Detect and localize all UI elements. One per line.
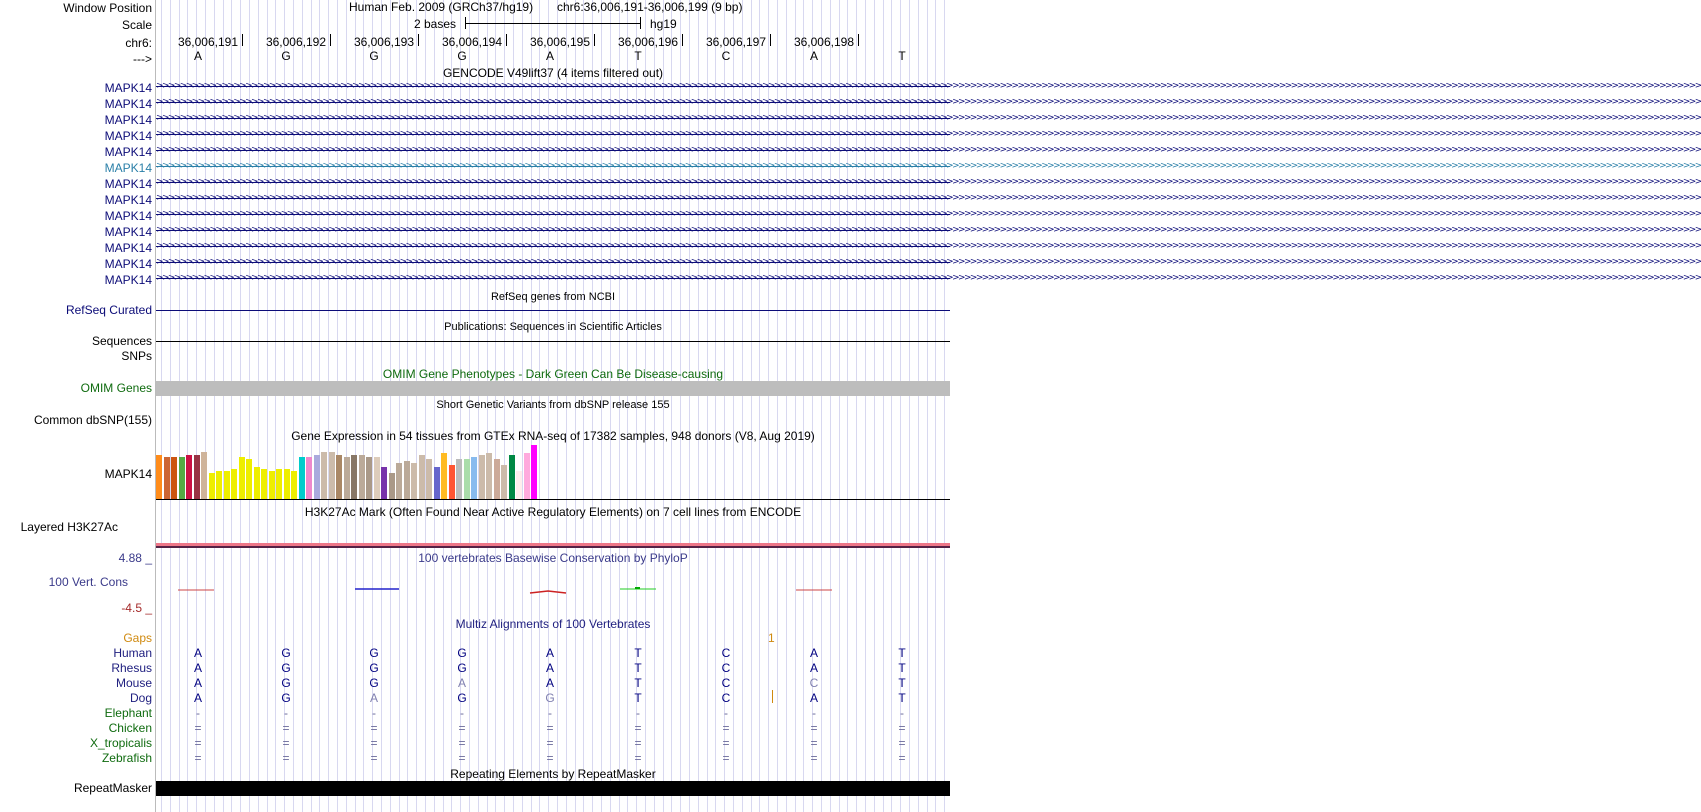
aligned-base: G bbox=[369, 646, 379, 660]
gene-model[interactable] bbox=[156, 176, 1701, 190]
strand-arrows: >>>>>>>>>>>>>>>>>>>>>>>>>>>>>>>>>>>>>>>>>>>>>>>>>>>>>>>>>>>>>>>>>>>>>>>>>>>>>>>>>>>>>>>>>>>>>>>>>>>>>>>>>>>>>>>>>>>>>>>>>>>>>>>>>>>>>>>>>>>>>>>>>>>>>>>>>>>>>>>>>>>>>>>>>>>>>>>>>>>>>>>>>>>>>>>>>>>>>>>>>>>>>>>>>>>>>>>>>>>>>>>>>>>>>>>>>>>>>>>>>>>>>>>>>>>>>>>>>>>> bbox=[156, 193, 1701, 203]
gtex-tissue-bar[interactable] bbox=[224, 471, 230, 499]
aligned-base: = bbox=[722, 721, 730, 735]
gtex-tissue-bar[interactable] bbox=[186, 455, 192, 499]
cons-min-label: -4.5 _ bbox=[121, 601, 152, 615]
aligned-base: = bbox=[810, 751, 818, 765]
h3k27ac-signal-dark[interactable] bbox=[156, 546, 950, 548]
aligned-base: = bbox=[546, 721, 554, 735]
gtex-tissue-bar[interactable] bbox=[261, 469, 267, 499]
cons-label[interactable]: 100 Vert. Cons bbox=[48, 575, 128, 589]
aligned-base: = bbox=[370, 721, 378, 735]
h3k27ac-title: H3K27Ac Mark (Often Found Near Active Regulatory Elements) on 7 cell lines from ENCODE bbox=[304, 505, 802, 519]
gtex-tissue-bar[interactable] bbox=[306, 457, 312, 499]
dbsnp-label[interactable]: Common dbSNP(155) bbox=[33, 413, 152, 427]
species-label[interactable]: Dog bbox=[129, 691, 152, 705]
aligned-base: = bbox=[282, 721, 290, 735]
aligned-base: = bbox=[634, 751, 642, 765]
gtex-tissue-bar[interactable] bbox=[314, 455, 320, 499]
gtex-tissue-bar[interactable] bbox=[456, 459, 462, 499]
gene-model[interactable] bbox=[156, 160, 1701, 174]
gtex-tissue-bar[interactable] bbox=[471, 457, 477, 499]
refseq-gene-line[interactable] bbox=[156, 310, 950, 311]
aligned-base: T bbox=[634, 676, 642, 690]
species-label[interactable]: Chicken bbox=[108, 721, 152, 735]
aligned-base: = bbox=[194, 751, 202, 765]
scale-db: hg19 bbox=[650, 17, 677, 31]
gtex-tissue-bar[interactable] bbox=[329, 452, 335, 499]
gtex-tissue-bar[interactable] bbox=[321, 452, 327, 499]
repeat-title: Repeating Elements by RepeatMasker bbox=[450, 767, 656, 781]
gtex-tissue-bar[interactable] bbox=[366, 457, 372, 499]
gtex-tissue-bar[interactable] bbox=[509, 455, 515, 499]
strand-label: ---> bbox=[133, 52, 152, 66]
aligned-base: T bbox=[898, 646, 906, 660]
gene-model[interactable] bbox=[156, 80, 1701, 94]
omim-label[interactable]: OMIM Genes bbox=[80, 381, 152, 395]
aligned-base: A bbox=[193, 691, 202, 705]
aligned-base: A bbox=[545, 646, 554, 660]
gtex-tissue-bar[interactable] bbox=[209, 473, 215, 499]
pubs-title: Publications: Sequences in Scientific Articles bbox=[444, 321, 662, 333]
aligned-base: A bbox=[545, 676, 554, 690]
species-label[interactable]: Human bbox=[113, 646, 152, 660]
gtex-tissue-bar[interactable] bbox=[239, 457, 245, 499]
gtex-tissue-bar[interactable] bbox=[374, 457, 380, 499]
gene-model[interactable] bbox=[156, 96, 1701, 110]
aligned-base: C bbox=[721, 661, 731, 675]
gtex-tissue-bar[interactable] bbox=[419, 455, 425, 499]
aligned-base: = bbox=[722, 736, 730, 750]
gene-model[interactable] bbox=[156, 208, 1701, 222]
aligned-base: - bbox=[548, 706, 552, 720]
gtex-gene-label[interactable]: MAPK14 bbox=[104, 467, 152, 481]
gene-label[interactable]: MAPK14 bbox=[104, 193, 152, 207]
aligned-base: G bbox=[281, 676, 291, 690]
aligned-base: T bbox=[898, 691, 906, 705]
gene-label[interactable]: MAPK14 bbox=[104, 241, 152, 255]
aligned-base: A bbox=[369, 691, 378, 705]
window-position-label: Window Position bbox=[63, 1, 152, 15]
sequences-line[interactable] bbox=[156, 341, 950, 342]
gtex-tissue-bar[interactable] bbox=[246, 459, 252, 499]
aligned-base: G bbox=[457, 691, 467, 705]
aligned-base: = bbox=[458, 736, 466, 750]
aligned-base: = bbox=[282, 751, 290, 765]
gene-model[interactable] bbox=[156, 240, 1701, 254]
aligned-base: A bbox=[457, 676, 466, 690]
assembly-text: Human Feb. 2009 (GRCh37/hg19) bbox=[349, 0, 534, 14]
gtex-tissue-bar[interactable] bbox=[501, 465, 507, 499]
aligned-base: A bbox=[193, 676, 202, 690]
gene-label[interactable]: MAPK14 bbox=[104, 97, 152, 111]
ruler-tick bbox=[594, 34, 595, 46]
reference-base[interactable]: T bbox=[898, 49, 906, 63]
aligned-base: = bbox=[810, 721, 818, 735]
gtex-tissue-bar[interactable] bbox=[254, 467, 260, 499]
dbsnp-title: Short Genetic Variants from dbSNP release 155 bbox=[436, 399, 670, 411]
ruler-coord: 36,006,194 bbox=[441, 35, 502, 49]
ruler-coord: 36,006,198 bbox=[793, 35, 854, 49]
gtex-tissue-bar[interactable] bbox=[486, 453, 492, 499]
gaps-value: 1 bbox=[768, 631, 775, 645]
aligned-base: T bbox=[634, 691, 642, 705]
aligned-base: A bbox=[193, 661, 202, 675]
omim-bar[interactable] bbox=[156, 381, 950, 396]
aligned-base: G bbox=[457, 646, 467, 660]
refseq-label[interactable]: RefSeq Curated bbox=[65, 303, 152, 317]
gtex-tissue-bar[interactable] bbox=[201, 452, 207, 499]
scale-label: Scale bbox=[121, 18, 152, 32]
species-label[interactable]: X_tropicalis bbox=[89, 736, 152, 750]
gtex-tissue-bar[interactable] bbox=[231, 469, 237, 499]
strand-arrows: >>>>>>>>>>>>>>>>>>>>>>>>>>>>>>>>>>>>>>>>>>>>>>>>>>>>>>>>>>>>>>>>>>>>>>>>>>>>>>>>>>>>>>>>>>>>>>>>>>>>>>>>>>>>>>>>>>>>>>>>>>>>>>>>>>>>>>>>>>>>>>>>>>>>>>>>>>>>>>>>>>>>>>>>>>>>>>>>>>>>>>>>>>>>>>>>>>>>>>>>>>>>>>>>>>>>>>>>>>>>>>>>>>>>>>>>>>>>>>>>>>>>>>>>>>>>>>>>>>>> bbox=[156, 209, 1701, 219]
gtex-tissue-bar[interactable] bbox=[494, 459, 500, 499]
gtex-tissue-bar[interactable] bbox=[269, 471, 275, 499]
gtex-tissue-bar[interactable] bbox=[411, 463, 417, 499]
aligned-base: - bbox=[900, 706, 904, 720]
aligned-base: A bbox=[545, 661, 554, 675]
gtex-tissue-bar[interactable] bbox=[336, 455, 342, 499]
species-label[interactable]: Elephant bbox=[104, 706, 152, 720]
aligned-base: - bbox=[196, 706, 200, 720]
gene-label[interactable]: MAPK14 bbox=[104, 161, 152, 175]
gene-label[interactable]: MAPK14 bbox=[104, 145, 152, 159]
gene-label[interactable]: MAPK14 bbox=[104, 225, 152, 239]
ruler-coord: 36,006,192 bbox=[265, 35, 326, 49]
reference-base[interactable]: A bbox=[809, 49, 818, 63]
ruler-coord: 36,006,197 bbox=[705, 35, 766, 49]
aligned-base: = bbox=[898, 736, 906, 750]
gaps-label: Gaps bbox=[123, 631, 152, 645]
cons-mark-3 bbox=[530, 591, 566, 593]
reference-base[interactable]: A bbox=[193, 49, 202, 63]
gtex-tissue-bar[interactable] bbox=[441, 453, 447, 499]
gtex-tissue-bar[interactable] bbox=[524, 453, 530, 499]
cons-plot[interactable] bbox=[156, 575, 950, 605]
aligned-base: T bbox=[898, 676, 906, 690]
gtex-title: Gene Expression in 54 tissues from GTEx RNA-seq of 17382 samples, 948 donors (V8, Aug 2019) bbox=[291, 429, 815, 443]
aligned-base: C bbox=[721, 646, 731, 660]
scale-bar-right bbox=[640, 17, 641, 29]
gene-model[interactable] bbox=[156, 112, 1701, 126]
strand-arrows: >>>>>>>>>>>>>>>>>>>>>>>>>>>>>>>>>>>>>>>>>>>>>>>>>>>>>>>>>>>>>>>>>>>>>>>>>>>>>>>>>>>>>>>>>>>>>>>>>>>>>>>>>>>>>>>>>>>>>>>>>>>>>>>>>>>>>>>>>>>>>>>>>>>>>>>>>>>>>>>>>>>>>>>>>>>>>>>>>>>>>>>>>>>>>>>>>>>>>>>>>>>>>>>>>>>>>>>>>>>>>>>>>>>>>>>>>>>>>>>>>>>>>>>>>>>>>>>>>>>> bbox=[156, 97, 1701, 107]
strand-arrows: >>>>>>>>>>>>>>>>>>>>>>>>>>>>>>>>>>>>>>>>>>>>>>>>>>>>>>>>>>>>>>>>>>>>>>>>>>>>>>>>>>>>>>>>>>>>>>>>>>>>>>>>>>>>>>>>>>>>>>>>>>>>>>>>>>>>>>>>>>>>>>>>>>>>>>>>>>>>>>>>>>>>>>>>>>>>>>>>>>>>>>>>>>>>>>>>>>>>>>>>>>>>>>>>>>>>>>>>>>>>>>>>>>>>>>>>>>>>>>>>>>>>>>>>>>>>>>>>>>>> bbox=[156, 129, 1701, 139]
aligned-base: G bbox=[369, 676, 379, 690]
gtex-tissue-bar[interactable] bbox=[381, 467, 387, 499]
gtex-bar-chart[interactable] bbox=[156, 443, 950, 499]
aligned-base: = bbox=[810, 736, 818, 750]
aligned-base: A bbox=[809, 691, 818, 705]
gtex-tissue-bar[interactable] bbox=[351, 455, 357, 499]
aligned-base: T bbox=[898, 661, 906, 675]
gene-label[interactable]: MAPK14 bbox=[104, 273, 152, 287]
strand-arrows: >>>>>>>>>>>>>>>>>>>>>>>>>>>>>>>>>>>>>>>>>>>>>>>>>>>>>>>>>>>>>>>>>>>>>>>>>>>>>>>>>>>>>>>>>>>>>>>>>>>>>>>>>>>>>>>>>>>>>>>>>>>>>>>>>>>>>>>>>>>>>>>>>>>>>>>>>>>>>>>>>>>>>>>>>>>>>>>>>>>>>>>>>>>>>>>>>>>>>>>>>>>>>>>>>>>>>>>>>>>>>>>>>>>>>>>>>>>>>>>>>>>>>>>>>>>>>>>>>>>> bbox=[156, 145, 1701, 155]
aligned-base: G bbox=[369, 661, 379, 675]
aligned-base: G bbox=[457, 661, 467, 675]
strand-arrows: >>>>>>>>>>>>>>>>>>>>>>>>>>>>>>>>>>>>>>>>>>>>>>>>>>>>>>>>>>>>>>>>>>>>>>>>>>>>>>>>>>>>>>>>>>>>>>>>>>>>>>>>>>>>>>>>>>>>>>>>>>>>>>>>>>>>>>>>>>>>>>>>>>>>>>>>>>>>>>>>>>>>>>>>>>>>>>>>>>>>>>>>>>>>>>>>>>>>>>>>>>>>>>>>>>>>>>>>>>>>>>>>>>>>>>>>>>>>>>>>>>>>>>>>>>>>>>>>>>>> bbox=[156, 161, 1701, 171]
species-label[interactable]: Mouse bbox=[115, 676, 152, 690]
aligned-base: = bbox=[898, 751, 906, 765]
gtex-tissue-bar[interactable] bbox=[389, 473, 395, 499]
scale-text: 2 bases bbox=[414, 17, 457, 31]
ruler-tick bbox=[242, 34, 243, 46]
strand-arrows: >>>>>>>>>>>>>>>>>>>>>>>>>>>>>>>>>>>>>>>>>>>>>>>>>>>>>>>>>>>>>>>>>>>>>>>>>>>>>>>>>>>>>>>>>>>>>>>>>>>>>>>>>>>>>>>>>>>>>>>>>>>>>>>>>>>>>>>>>>>>>>>>>>>>>>>>>>>>>>>>>>>>>>>>>>>>>>>>>>>>>>>>>>>>>>>>>>>>>>>>>>>>>>>>>>>>>>>>>>>>>>>>>>>>>>>>>>>>>>>>>>>>>>>>>>>>>>>>>>>> bbox=[156, 225, 1701, 235]
scale-bar bbox=[465, 23, 641, 24]
strand-arrows: >>>>>>>>>>>>>>>>>>>>>>>>>>>>>>>>>>>>>>>>>>>>>>>>>>>>>>>>>>>>>>>>>>>>>>>>>>>>>>>>>>>>>>>>>>>>>>>>>>>>>>>>>>>>>>>>>>>>>>>>>>>>>>>>>>>>>>>>>>>>>>>>>>>>>>>>>>>>>>>>>>>>>>>>>>>>>>>>>>>>>>>>>>>>>>>>>>>>>>>>>>>>>>>>>>>>>>>>>>>>>>>>>>>>>>>>>>>>>>>>>>>>>>>>>>>>>>>>>>>> bbox=[156, 177, 1701, 187]
gtex-tissue-bar[interactable] bbox=[156, 455, 162, 499]
aligned-base: C bbox=[809, 676, 819, 690]
gtex-tissue-bar[interactable] bbox=[179, 457, 185, 499]
reference-base[interactable]: G bbox=[369, 49, 379, 63]
gene-model[interactable] bbox=[156, 256, 1701, 270]
multiz-title: Multiz Alignments of 100 Vertebrates bbox=[455, 617, 651, 631]
aligned-base: = bbox=[458, 751, 466, 765]
aligned-base: G bbox=[545, 691, 555, 705]
gtex-tissue-bar[interactable] bbox=[449, 465, 455, 499]
reference-base[interactable]: A bbox=[545, 49, 554, 63]
reference-base[interactable]: C bbox=[721, 49, 731, 63]
reference-base[interactable]: G bbox=[281, 49, 291, 63]
gtex-tissue-bar[interactable] bbox=[479, 455, 485, 499]
ruler-tick bbox=[770, 34, 771, 46]
reference-base[interactable]: G bbox=[457, 49, 467, 63]
species-label[interactable]: Zebrafish bbox=[101, 751, 152, 765]
repeatmasker-label[interactable]: RepeatMasker bbox=[73, 781, 152, 795]
gene-label[interactable]: MAPK14 bbox=[104, 257, 152, 271]
gtex-tissue-bar[interactable] bbox=[359, 455, 365, 499]
gtex-tissue-bar[interactable] bbox=[171, 457, 177, 499]
sequences-label[interactable]: Sequences bbox=[91, 334, 152, 348]
track-image-area[interactable] bbox=[156, 0, 1701, 812]
gene-label[interactable]: MAPK14 bbox=[104, 81, 152, 95]
ruler-coord: 36,006,195 bbox=[529, 35, 590, 49]
aligned-base: G bbox=[281, 691, 291, 705]
ruler-coord: 36,006,193 bbox=[353, 35, 414, 49]
aligned-base: = bbox=[546, 736, 554, 750]
aligned-base: = bbox=[634, 736, 642, 750]
strand-arrows: >>>>>>>>>>>>>>>>>>>>>>>>>>>>>>>>>>>>>>>>>>>>>>>>>>>>>>>>>>>>>>>>>>>>>>>>>>>>>>>>>>>>>>>>>>>>>>>>>>>>>>>>>>>>>>>>>>>>>>>>>>>>>>>>>>>>>>>>>>>>>>>>>>>>>>>>>>>>>>>>>>>>>>>>>>>>>>>>>>>>>>>>>>>>>>>>>>>>>>>>>>>>>>>>>>>>>>>>>>>>>>>>>>>>>>>>>>>>>>>>>>>>>>>>>>>>>>>>>>>> bbox=[156, 257, 1701, 267]
ruler-tick bbox=[330, 34, 331, 46]
aligned-base: - bbox=[460, 706, 464, 720]
aligned-base: = bbox=[722, 751, 730, 765]
omim-title: OMIM Gene Phenotypes - Dark Green Can Be Disease-causing bbox=[382, 367, 724, 381]
chrom-label: chr6: bbox=[125, 36, 152, 50]
gencode-title[interactable]: GENCODE V49lift37 (4 items filtered out) bbox=[442, 66, 664, 80]
gene-model[interactable] bbox=[156, 144, 1701, 158]
gene-label[interactable]: MAPK14 bbox=[104, 177, 152, 191]
repeatmasker-bar[interactable] bbox=[156, 781, 950, 796]
strand-arrows: >>>>>>>>>>>>>>>>>>>>>>>>>>>>>>>>>>>>>>>>>>>>>>>>>>>>>>>>>>>>>>>>>>>>>>>>>>>>>>>>>>>>>>>>>>>>>>>>>>>>>>>>>>>>>>>>>>>>>>>>>>>>>>>>>>>>>>>>>>>>>>>>>>>>>>>>>>>>>>>>>>>>>>>>>>>>>>>>>>>>>>>>>>>>>>>>>>>>>>>>>>>>>>>>>>>>>>>>>>>>>>>>>>>>>>>>>>>>>>>>>>>>>>>>>>>>>>>>>>>> bbox=[156, 113, 1701, 123]
aligned-base: - bbox=[284, 706, 288, 720]
strand-arrows: >>>>>>>>>>>>>>>>>>>>>>>>>>>>>>>>>>>>>>>>>>>>>>>>>>>>>>>>>>>>>>>>>>>>>>>>>>>>>>>>>>>>>>>>>>>>>>>>>>>>>>>>>>>>>>>>>>>>>>>>>>>>>>>>>>>>>>>>>>>>>>>>>>>>>>>>>>>>>>>>>>>>>>>>>>>>>>>>>>>>>>>>>>>>>>>>>>>>>>>>>>>>>>>>>>>>>>>>>>>>>>>>>>>>>>>>>>>>>>>>>>>>>>>>>>>>>>>>>>>> bbox=[156, 241, 1701, 251]
gene-model[interactable] bbox=[156, 224, 1701, 238]
h3k27ac-label[interactable]: Layered H3K27Ac bbox=[20, 520, 118, 534]
aligned-base: T bbox=[634, 646, 642, 660]
gene-model[interactable] bbox=[156, 192, 1701, 206]
gtex-tissue-bar[interactable] bbox=[396, 463, 402, 499]
aligned-base: C bbox=[721, 676, 731, 690]
ruler-tick bbox=[506, 34, 507, 46]
track-labels-panel bbox=[0, 0, 155, 812]
aligned-base: = bbox=[458, 721, 466, 735]
ruler-tick bbox=[858, 34, 859, 46]
gene-model[interactable] bbox=[156, 272, 1701, 286]
aligned-base: = bbox=[194, 721, 202, 735]
gtex-tissue-bar[interactable] bbox=[291, 471, 297, 499]
gtex-tissue-bar[interactable] bbox=[516, 471, 522, 499]
gtex-tissue-bar[interactable] bbox=[434, 467, 440, 499]
gtex-tissue-bar[interactable] bbox=[164, 457, 170, 499]
aligned-base: - bbox=[812, 706, 816, 720]
gtex-tissue-bar[interactable] bbox=[531, 445, 537, 499]
gene-model[interactable] bbox=[156, 128, 1701, 142]
aligned-base: = bbox=[898, 721, 906, 735]
gtex-tissue-bar[interactable] bbox=[344, 457, 350, 499]
gene-label[interactable]: MAPK14 bbox=[104, 129, 152, 143]
aligned-base: A bbox=[809, 661, 818, 675]
gtex-tissue-bar[interactable] bbox=[404, 461, 410, 499]
aligned-base: A bbox=[193, 646, 202, 660]
refseq-title: RefSeq genes from NCBI bbox=[490, 291, 616, 303]
aligned-base: G bbox=[281, 661, 291, 675]
cons-title: 100 vertebrates Basewise Conservation by PhyloP bbox=[418, 551, 688, 565]
aligned-base: C bbox=[721, 691, 731, 705]
gtex-tissue-bar[interactable] bbox=[299, 457, 305, 499]
aligned-base: A bbox=[809, 646, 818, 660]
aligned-base: - bbox=[724, 706, 728, 720]
gtex-tissue-bar[interactable] bbox=[216, 471, 222, 499]
aligned-base: = bbox=[546, 751, 554, 765]
aligned-base: = bbox=[370, 736, 378, 750]
gtex-tissue-bar[interactable] bbox=[276, 469, 282, 499]
gtex-tissue-bar[interactable] bbox=[464, 459, 470, 499]
aligned-base: = bbox=[370, 751, 378, 765]
gtex-tissue-bar[interactable] bbox=[426, 459, 432, 499]
gtex-baseline bbox=[156, 499, 950, 500]
gene-label[interactable]: MAPK14 bbox=[104, 209, 152, 223]
aligned-base: G bbox=[281, 646, 291, 660]
strand-arrows: >>>>>>>>>>>>>>>>>>>>>>>>>>>>>>>>>>>>>>>>>>>>>>>>>>>>>>>>>>>>>>>>>>>>>>>>>>>>>>>>>>>>>>>>>>>>>>>>>>>>>>>>>>>>>>>>>>>>>>>>>>>>>>>>>>>>>>>>>>>>>>>>>>>>>>>>>>>>>>>>>>>>>>>>>>>>>>>>>>>>>>>>>>>>>>>>>>>>>>>>>>>>>>>>>>>>>>>>>>>>>>>>>>>>>>>>>>>>>>>>>>>>>>>>>>>>>>>>>>>> bbox=[156, 81, 1701, 91]
snps-label[interactable]: SNPs bbox=[121, 349, 152, 363]
cons-max-label: 4.88 _ bbox=[118, 551, 152, 565]
dog-gap-mark bbox=[772, 690, 773, 703]
strand-arrows: >>>>>>>>>>>>>>>>>>>>>>>>>>>>>>>>>>>>>>>>>>>>>>>>>>>>>>>>>>>>>>>>>>>>>>>>>>>>>>>>>>>>>>>>>>>>>>>>>>>>>>>>>>>>>>>>>>>>>>>>>>>>>>>>>>>>>>>>>>>>>>>>>>>>>>>>>>>>>>>>>>>>>>>>>>>>>>>>>>>>>>>>>>>>>>>>>>>>>>>>>>>>>>>>>>>>>>>>>>>>>>>>>>>>>>>>>>>>>>>>>>>>>>>>>>>>>>>>>>>> bbox=[156, 273, 1701, 283]
gtex-tissue-bar[interactable] bbox=[284, 469, 290, 499]
aligned-base: - bbox=[372, 706, 376, 720]
ruler-coord: 36,006,196 bbox=[617, 35, 678, 49]
reference-base[interactable]: T bbox=[634, 49, 642, 63]
aligned-base: - bbox=[636, 706, 640, 720]
aligned-base: = bbox=[634, 721, 642, 735]
ruler-coord: 36,006,191 bbox=[177, 35, 238, 49]
gene-label[interactable]: MAPK14 bbox=[104, 113, 152, 127]
ruler-tick bbox=[682, 34, 683, 46]
aligned-base: = bbox=[194, 736, 202, 750]
aligned-base: T bbox=[634, 661, 642, 675]
gtex-tissue-bar[interactable] bbox=[194, 455, 200, 499]
ruler-tick bbox=[418, 34, 419, 46]
species-label[interactable]: Rhesus bbox=[111, 661, 152, 675]
position-text: chr6:36,006,191-36,006,199 (9 bp) bbox=[557, 0, 743, 14]
aligned-base: = bbox=[282, 736, 290, 750]
